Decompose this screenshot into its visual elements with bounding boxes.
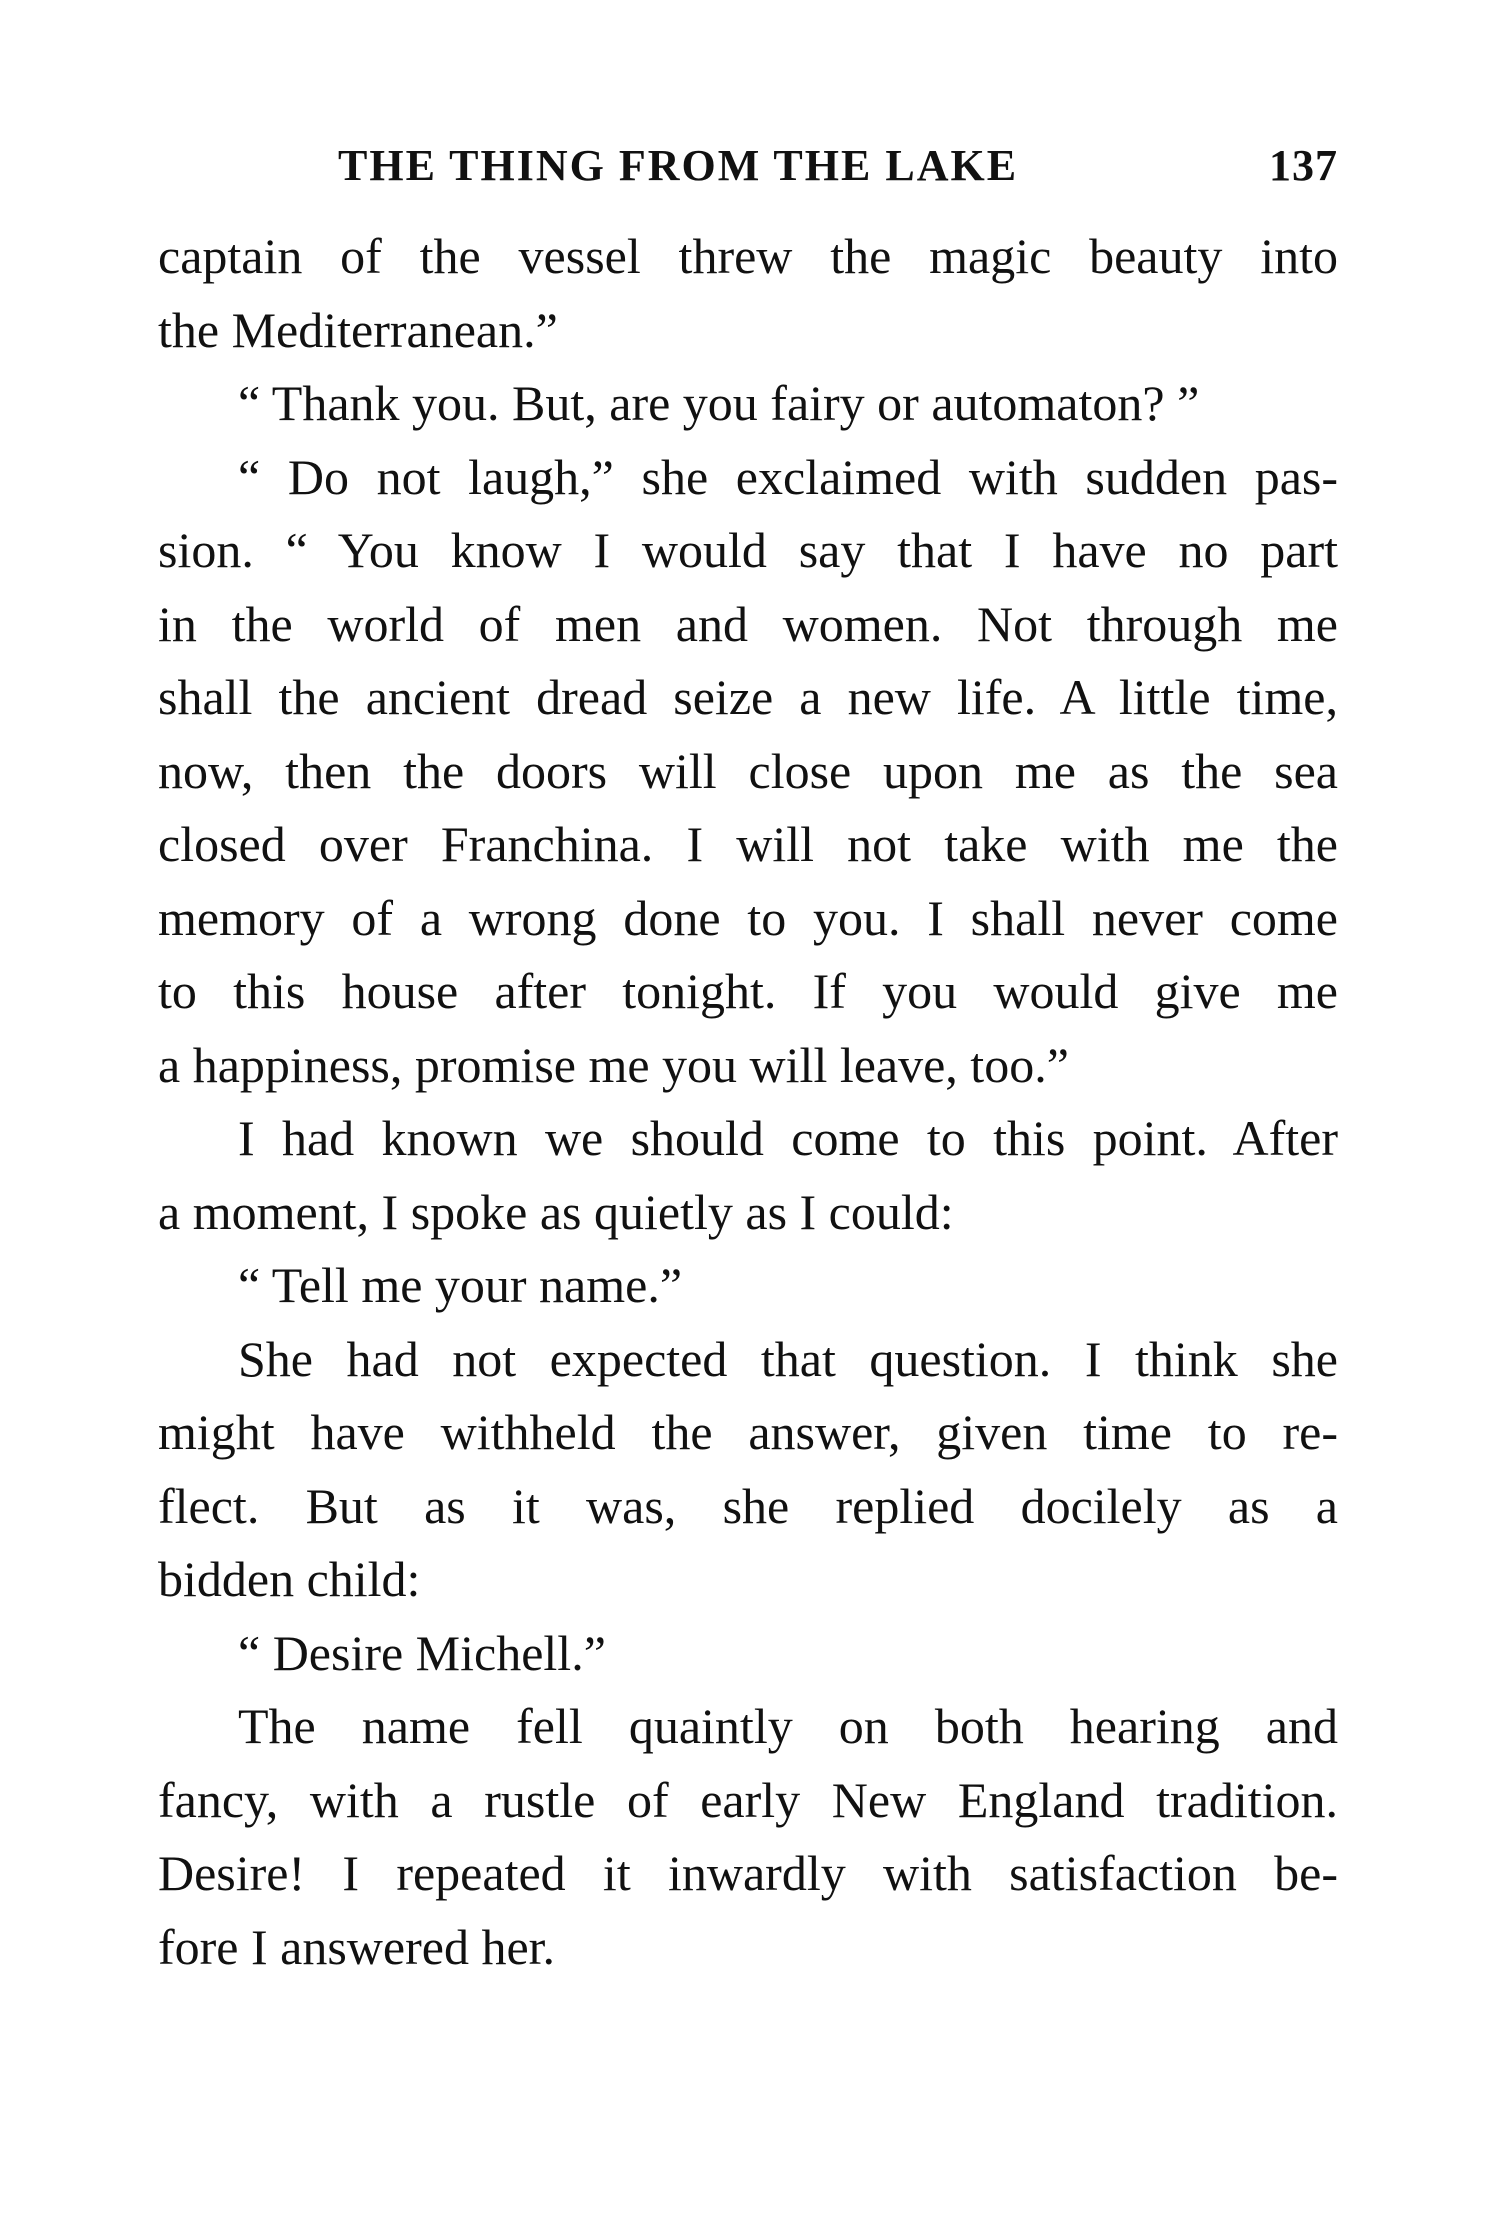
text-line: “ Thank you. But, are you fairy or automaton? ” xyxy=(238,375,1200,431)
text-line: The name fell quaintly on both hearing and xyxy=(238,1698,1338,1754)
text-line: She had not expected that question. I think she xyxy=(238,1330,1338,1387)
text-line: flect. But as it was, she replied docilely as a xyxy=(158,1477,1338,1534)
text-line: in the world of men and women. Not through me xyxy=(158,595,1338,652)
running-head xyxy=(338,140,1338,200)
text-line: a moment, I spoke as quietly as I could: xyxy=(158,1183,954,1240)
text-line: fore I answered her. xyxy=(158,1918,556,1975)
text-line: to this house after tonight. If you would give me xyxy=(158,963,1338,1019)
body-text xyxy=(158,220,1338,1984)
text-line: sion. “ You know I would say that I have no part xyxy=(158,522,1338,578)
text-line: “ Desire Michell.” xyxy=(238,1624,606,1681)
text-line: fancy, with a rustle of early New England tradition. xyxy=(158,1771,1338,1828)
text-line: memory of a wrong done to you. I shall never come xyxy=(158,889,1338,946)
page-number: 137 xyxy=(1269,141,1338,190)
text-line: “ Do not laugh,” she exclaimed with sudden pas- xyxy=(238,448,1338,505)
running-title: THE THING FROM THE LAKE xyxy=(338,141,1019,190)
text-line: the Mediterranean.” xyxy=(158,301,558,358)
text-line: closed over Franchina. I will not take with me the xyxy=(158,816,1338,872)
text-line: now, then the doors will close upon me as the sea xyxy=(158,742,1338,799)
text-line: a happiness, promise me you will leave, too.” xyxy=(158,1036,1069,1093)
text-line: I had known we should come to this point. After xyxy=(238,1110,1338,1166)
text-line: “ Tell me your name.” xyxy=(238,1257,683,1313)
text-line: might have withheld the answer, given time to re- xyxy=(158,1404,1338,1460)
text-line: shall the ancient dread seize a new life. A little time, xyxy=(158,669,1338,725)
text-line: captain of the vessel threw the magic beauty into xyxy=(158,228,1338,284)
text-line: Desire! I repeated it inwardly with satisfaction be- xyxy=(158,1845,1338,1901)
text-line: bidden child: xyxy=(158,1551,421,1607)
